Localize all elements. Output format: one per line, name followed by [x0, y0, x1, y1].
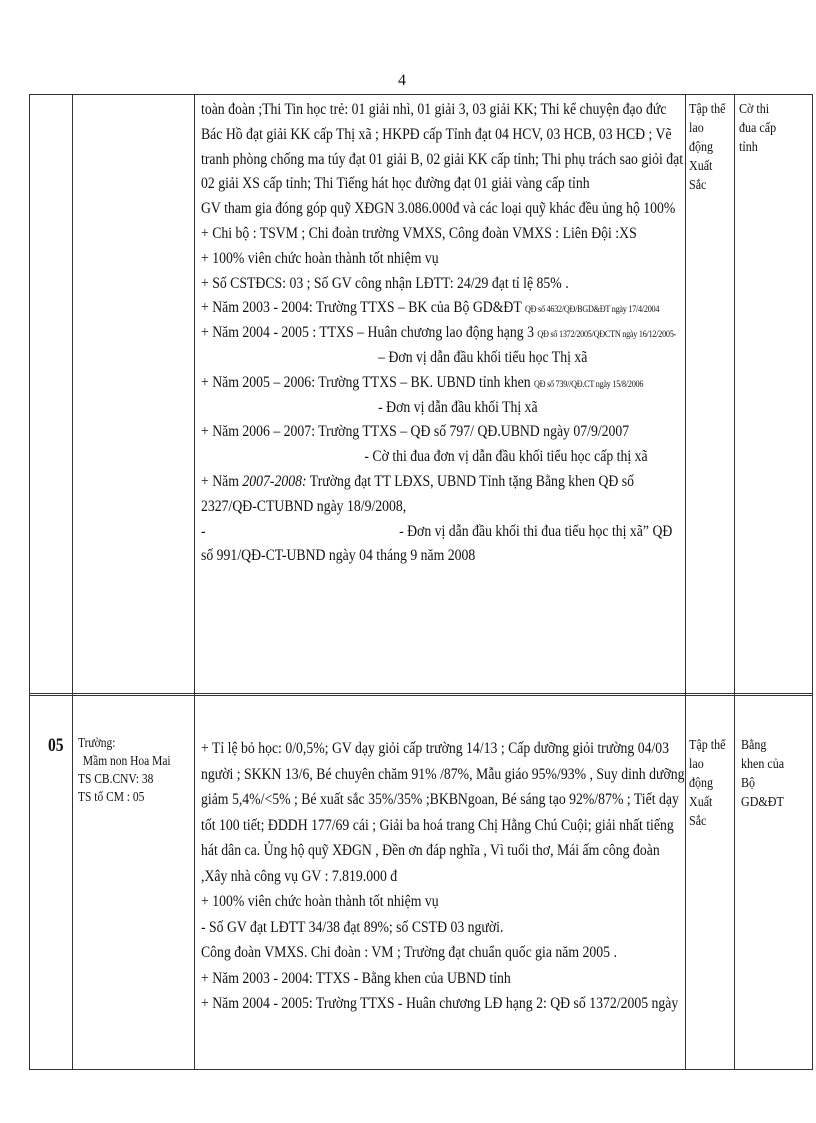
col-border-unit: [194, 94, 195, 1070]
proposal-line: Bằng: [741, 738, 767, 753]
content-line: + 100% viên chức hoàn thành tốt nhiệm vụ: [201, 893, 439, 910]
title-line: Xuất: [689, 795, 713, 810]
page-number: 4: [398, 72, 406, 89]
proposal-line: đua cấp: [739, 121, 777, 136]
row1-collective-title: [689, 100, 735, 300]
row1-content: [201, 98, 761, 688]
row2-collective-title: [689, 736, 735, 936]
proposal-line: khen của: [741, 757, 785, 772]
content-line: hát dân ca. Ủng hộ quỹ XĐGN , Đền ơn đáp nghĩa , Vì tuổi thơ, Mái ấm công đoàn: [201, 842, 660, 859]
row2-number: [48, 735, 74, 765]
award-2004-sub: – Đơn vị dẫn đầu khối tiểu học Thị xã: [378, 348, 588, 366]
content-line: 02 giải XS cấp tỉnh; Thi Tiếng hát học đường đạt 01 giải vàng cấp tỉnh: [201, 175, 590, 193]
award-text: Trường đạt TT LĐXS, UBND Tỉnh tặng Bằng khen QĐ số: [306, 472, 634, 490]
row2-content: [201, 736, 761, 1066]
content-line: ,Xây nhà công vụ GV : 7.819.000 đ: [201, 867, 398, 885]
col-border-left: [29, 94, 30, 1070]
award-text: + Năm: [201, 472, 243, 490]
title-line: động: [689, 140, 714, 155]
title-line: động: [689, 776, 714, 791]
award-2006-line: + Năm 2006 – 2007: Trường TTXS – QĐ số 797/ QĐ.UBND ngày 07/9/2007: [201, 423, 630, 441]
award-2007-line3: [201, 520, 683, 545]
content-line: GV tham gia đóng góp quỹ XĐGN 3.086.000đ và các loại quỹ khác đều ủng hộ 100%: [201, 200, 676, 218]
unit-staff-count: TS CB.CNV: 38: [78, 772, 154, 787]
decision-note: QĐ số 739//QĐ.CT ngày 15/8/2006: [534, 379, 644, 390]
award-2005-line: [201, 371, 683, 396]
title-line: Sắc: [689, 178, 707, 193]
content-line: tranh phòng chống ma túy đạt 01 giải B, 02 giải KK cấp tỉnh; Thi phụ trách sao giỏi đạt: [201, 150, 684, 168]
content-line: + Năm 2003 - 2004: TTXS - Bằng khen của UBND tỉnh: [201, 969, 511, 987]
award-text: + Năm 2003 - 2004: Trường TTXS – BK của Bộ GD&ĐT: [201, 299, 525, 317]
decision-note: QĐ số 1372/2005/QĐCTN ngày 16/12/2005-: [537, 330, 677, 341]
row2-proposal: [741, 736, 811, 936]
award-2006-sub: - Cờ thi đua đơn vị dẫn đầu khối tiểu học cấp thị xã: [364, 448, 648, 466]
title-line: Xuất: [689, 159, 713, 174]
content-line: toàn đoàn ;Thi Tin học trẻ: 01 giải nhì, 01 giải 3, 03 giải KK; Thi kể chuyện đạo đức: [201, 101, 667, 118]
title-line: Sắc: [689, 814, 707, 829]
unit-group-count: TS tổ CM : 05: [78, 790, 145, 805]
award-2007-line4: số 991/QĐ-CT-UBND ngày 04 tháng 9 năm 2008: [201, 547, 476, 565]
row-separator: [29, 693, 813, 696]
award-text: - Đơn vị dẫn đầu khối thi đua tiểu học thị xã” QĐ: [399, 522, 673, 540]
title-line: Tập thể: [689, 102, 726, 117]
col-border-right: [812, 94, 813, 1070]
content-line: Công đoàn VMXS. Chi đoàn : VM ; Trường đạt chuẩn quốc gia năm 2005 .: [201, 944, 617, 961]
award-2005-sub: - Đơn vị dẫn đầu khối Thị xã: [378, 398, 538, 416]
proposal-line: GD&ĐT: [741, 795, 784, 810]
row2-unit: [78, 735, 196, 835]
title-line: lao: [689, 121, 704, 136]
row1-proposal: [739, 100, 811, 300]
unit-label: Trường:: [78, 736, 116, 751]
award-table: [29, 94, 813, 1070]
content-line: + Số CSTĐCS: 03 ; Số GV công nhận LĐTT: 24/29 đạt tỉ lệ 85% .: [201, 274, 569, 292]
table-bottom-border: [29, 1069, 813, 1070]
award-text: + Năm 2005 – 2006: Trường TTXS – BK. UBND tỉnh khen: [201, 373, 535, 391]
bullet: -: [201, 522, 206, 540]
award-2007-line2: 2327/QĐ-CTUBND ngày 18/9/2008,: [201, 497, 407, 515]
award-years: 2007-2008:: [242, 472, 307, 490]
col-border-no: [72, 94, 73, 1070]
award-2007-line: [201, 470, 683, 495]
unit-name: Mầm non Hoa Mai: [82, 754, 171, 769]
content-line: giảm 5,4%/<5% ; Bé xuất sắc 35%/35% ;BKBNgoan, Bé sáng tạo 92%/87% ; Tiết dạy: [201, 791, 679, 808]
proposal-line: tỉnh: [739, 140, 758, 155]
content-line: + Chi bộ : TSVM ; Chi đoàn trường VMXS, Công đoàn VMXS : Liên Đội :XS: [201, 224, 637, 242]
row-number: 05: [48, 735, 64, 756]
proposal-line: Cờ thi: [739, 102, 770, 117]
content-line: + Năm 2004 - 2005: Trường TTXS - Huân chương LĐ hạng 2: QĐ số 1372/2005 ngày: [201, 995, 679, 1012]
award-2004-line: [201, 321, 683, 346]
decision-note: QĐ số 4632/QĐ/BGD&ĐT ngày 17/4/2004: [524, 305, 660, 316]
content-line: + Tỉ lệ bỏ học: 0/0,5%; GV dạy giỏi cấp trường 14/13 ; Cấp dưỡng giỏi trường 04/03: [201, 740, 670, 757]
content-line: + 100% viên chức hoàn thành tốt nhiệm vụ: [201, 249, 439, 267]
content-line: người ; SKKN 13/6, Bé chuyên chăm 91% /87%, Mẫu giáo 95%/93% , Suy dinh dưỡng: [201, 765, 685, 783]
award-2003-line: [201, 296, 683, 321]
proposal-line: Bộ: [741, 776, 756, 791]
title-line: lao: [689, 757, 704, 772]
table-top-border: [29, 94, 813, 95]
award-text: + Năm 2004 - 2005 : TTXS – Huân chương lao động hạng 3: [201, 324, 538, 342]
content-line: Bác Hồ đạt giải KK cấp Thị xã ; HKPĐ cấp Tỉnh đạt 04 HCV, 03 HCB, 03 HCĐ ; Vẽ: [201, 125, 672, 143]
content-line: tốt 100 tiết; ĐDDH 177/69 cái ; Giải ba hoá trang Chị Hằng Chú Cuội; giải nhất tiếng: [201, 816, 674, 834]
content-line: - Số GV đạt LĐTT 34/38 đạt 89%; số CSTĐ 03 người.: [201, 918, 504, 936]
title-line: Tập thể: [689, 738, 726, 753]
